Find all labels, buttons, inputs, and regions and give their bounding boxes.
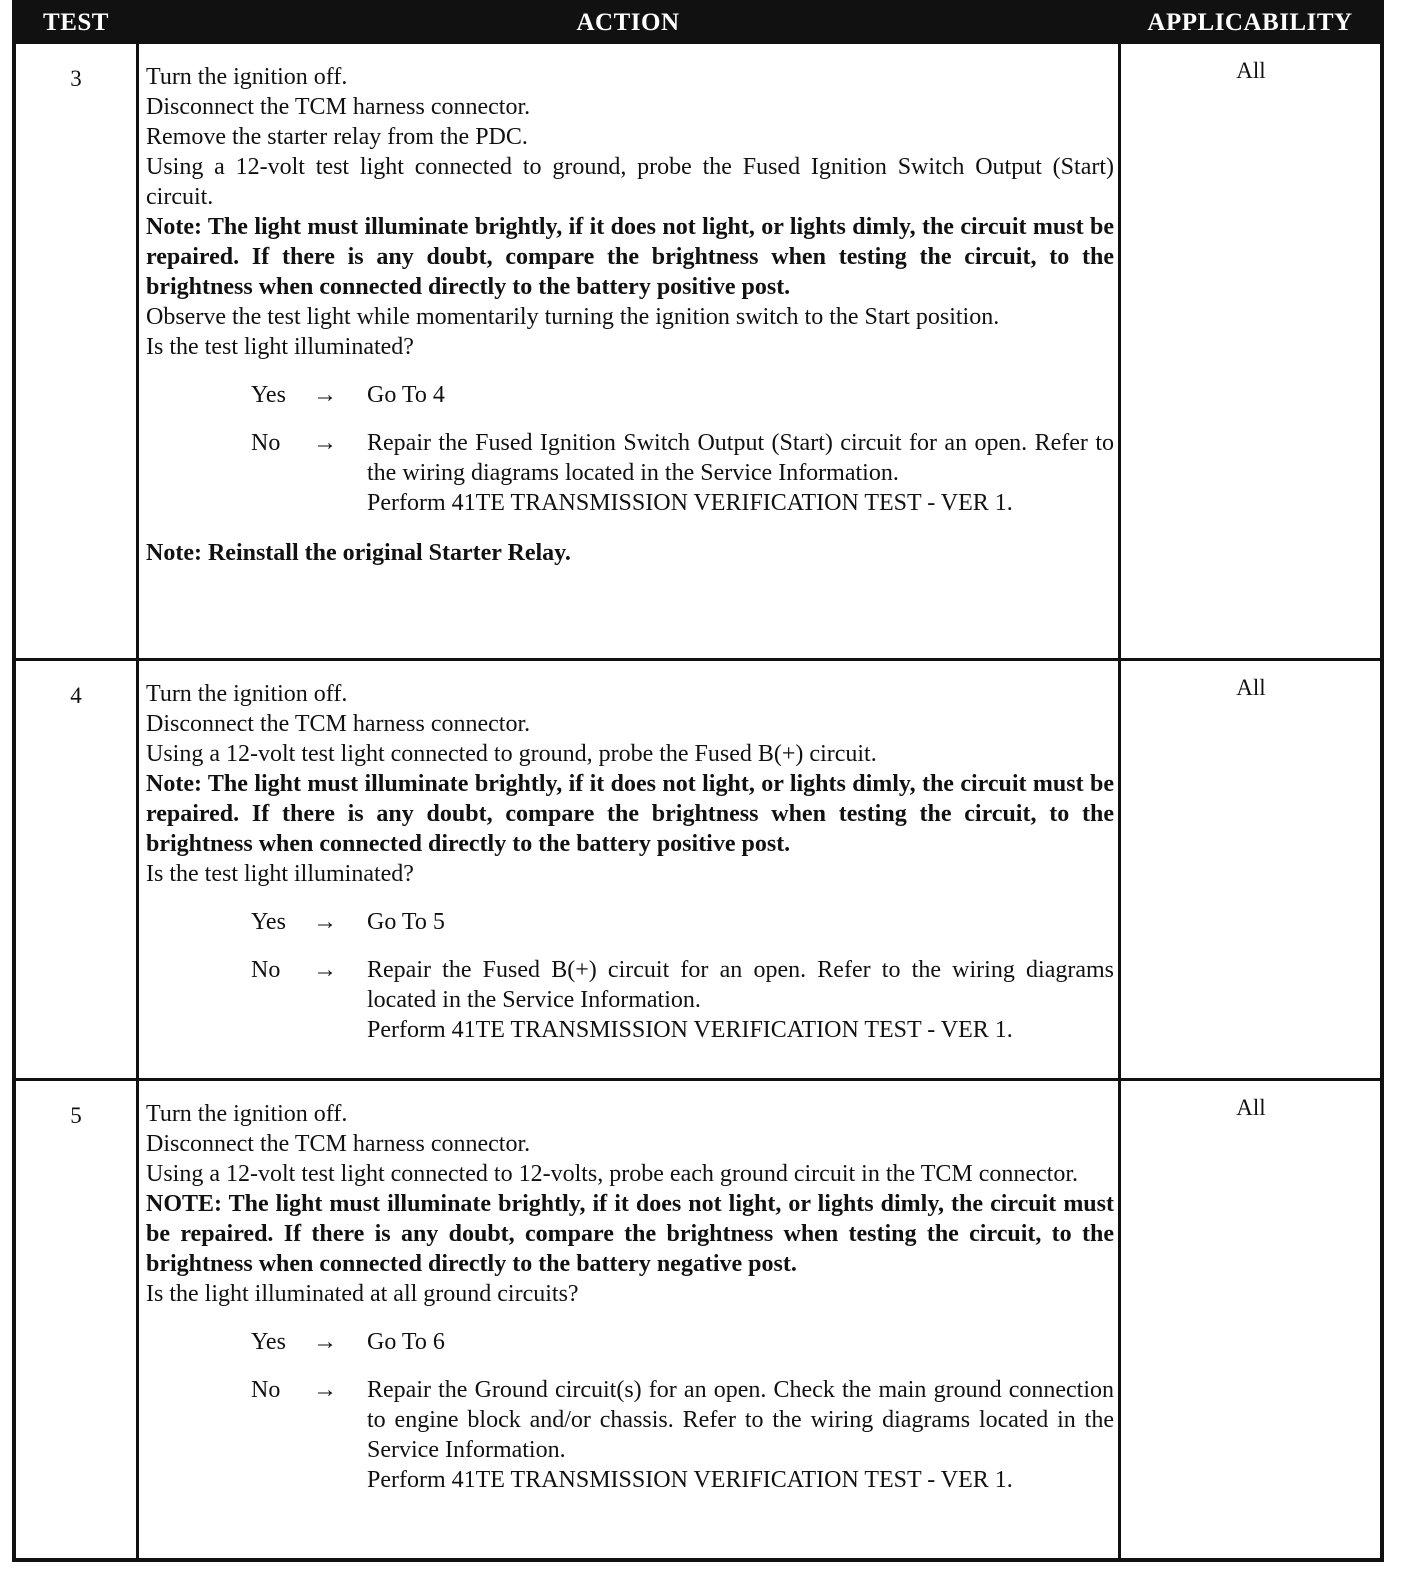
action-line: Disconnect the TCM harness connector.: [146, 1131, 531, 1157]
test-number: 4: [70, 683, 82, 708]
arrow-right-icon: →: [313, 909, 337, 935]
action-question: Is the test light illuminated?: [146, 334, 414, 360]
action-line: Remove the starter relay from the PDC.: [146, 124, 528, 150]
result-no-label: No: [251, 957, 281, 983]
action-line: Turn the ignition off.: [146, 64, 348, 90]
table-header: [16, 4, 1380, 44]
result-no-text: Repair the Ground circuit(s) for an open. Check the main ground connection to engine block and/or chassis. Refer to the wiring diagrams located in the Service Information.: [367, 1377, 1114, 1463]
result-no-label: No: [251, 1377, 281, 1403]
result-yes-text: Go To 5: [367, 909, 445, 935]
result-yes-text: Go To 6: [367, 1329, 445, 1355]
action-note: Note: The light must illuminate brightly, if it does not light, or lights dimly, the circuit must be repaired. If there is any doubt, compare the brightness when testing the circuit, to the brightness when connected directly to the battery positive post.: [146, 771, 1114, 857]
header-test: TEST: [43, 9, 109, 36]
action-line: Observe the test light while momentarily turning the ignition switch to the Start position.: [146, 304, 1000, 330]
applicability-value: All: [1236, 58, 1266, 83]
action-cell: [146, 679, 1114, 1045]
result-yes-label: Yes: [251, 909, 286, 935]
result-yes: [251, 380, 1114, 410]
action-line: Turn the ignition off.: [146, 1101, 348, 1127]
action-note: Note: The light must illuminate brightly, if it does not light, or lights dimly, the circuit must be repaired. If there is any doubt, compare the brightness when testing the circuit, to the brightness when connected directly to the battery positive post.: [146, 214, 1114, 300]
header-applicability: APPLICABILITY: [1147, 9, 1353, 36]
result-no-perform: Perform 41TE TRANSMISSION VERIFICATION TEST - VER 1.: [367, 1017, 1013, 1043]
result-no: [251, 1375, 1114, 1495]
table-row: [16, 1085, 1380, 1563]
result-no: [251, 428, 1114, 518]
action-line: Using a 12-volt test light connected to ground, probe the Fused Ignition Switch Output (Start) circuit.: [146, 154, 1114, 210]
applicability-value: All: [1236, 1095, 1266, 1120]
result-yes-label: Yes: [251, 1329, 286, 1355]
result-no-text: Repair the Fused Ignition Switch Output (Start) circuit for an open. Refer to the wiring diagrams located in the Service Information.: [367, 430, 1114, 486]
arrow-right-icon: →: [313, 430, 337, 456]
arrow-right-icon: →: [313, 1377, 337, 1403]
test-number: 5: [70, 1103, 82, 1128]
arrow-right-icon: →: [313, 382, 337, 408]
action-line: Using a 12-volt test light connected to ground, probe the Fused B(+) circuit.: [146, 741, 877, 767]
result-no: [251, 955, 1114, 1045]
result-no-label: No: [251, 430, 281, 456]
row-divider: [16, 1078, 1380, 1081]
action-line: Using a 12-volt test light connected to 12-volts, probe each ground circuit in the TCM connector.: [146, 1161, 1079, 1187]
action-cell: [146, 62, 1114, 568]
result-no-perform: Perform 41TE TRANSMISSION VERIFICATION TEST - VER 1.: [367, 1467, 1013, 1493]
action-note: NOTE: The light must illuminate brightly, if it does not light, or lights dimly, the circuit must be repaired. If there is any doubt, compare the brightness when testing the circuit, to the brightness when connected directly to the battery negative post.: [146, 1191, 1114, 1277]
test-number: 3: [70, 66, 82, 91]
result-yes: [251, 1327, 1114, 1357]
action-question: Is the test light illuminated?: [146, 861, 414, 887]
applicability-value: All: [1236, 675, 1266, 700]
end-note: Note: Reinstall the original Starter Relay.: [146, 540, 571, 566]
row-divider: [16, 658, 1380, 661]
action-line: Disconnect the TCM harness connector.: [146, 94, 531, 120]
result-yes: [251, 907, 1114, 937]
action-line: Turn the ignition off.: [146, 681, 348, 707]
result-no-perform: Perform 41TE TRANSMISSION VERIFICATION TEST - VER 1.: [367, 490, 1013, 516]
arrow-right-icon: →: [313, 957, 337, 983]
action-cell: [146, 1099, 1114, 1495]
header-action: ACTION: [576, 9, 680, 36]
table-row: [16, 48, 1380, 658]
table-row: [16, 665, 1380, 1077]
action-question: Is the light illuminated at all ground circuits?: [146, 1281, 579, 1307]
arrow-right-icon: →: [313, 1329, 337, 1355]
result-no-text: Repair the Fused B(+) circuit for an open. Refer to the wiring diagrams located in the Service Information.: [367, 957, 1114, 1013]
result-yes-text: Go To 4: [367, 382, 445, 408]
result-yes-label: Yes: [251, 382, 286, 408]
action-line: Disconnect the TCM harness connector.: [146, 711, 531, 737]
diagnostic-table: [12, 0, 1384, 1562]
